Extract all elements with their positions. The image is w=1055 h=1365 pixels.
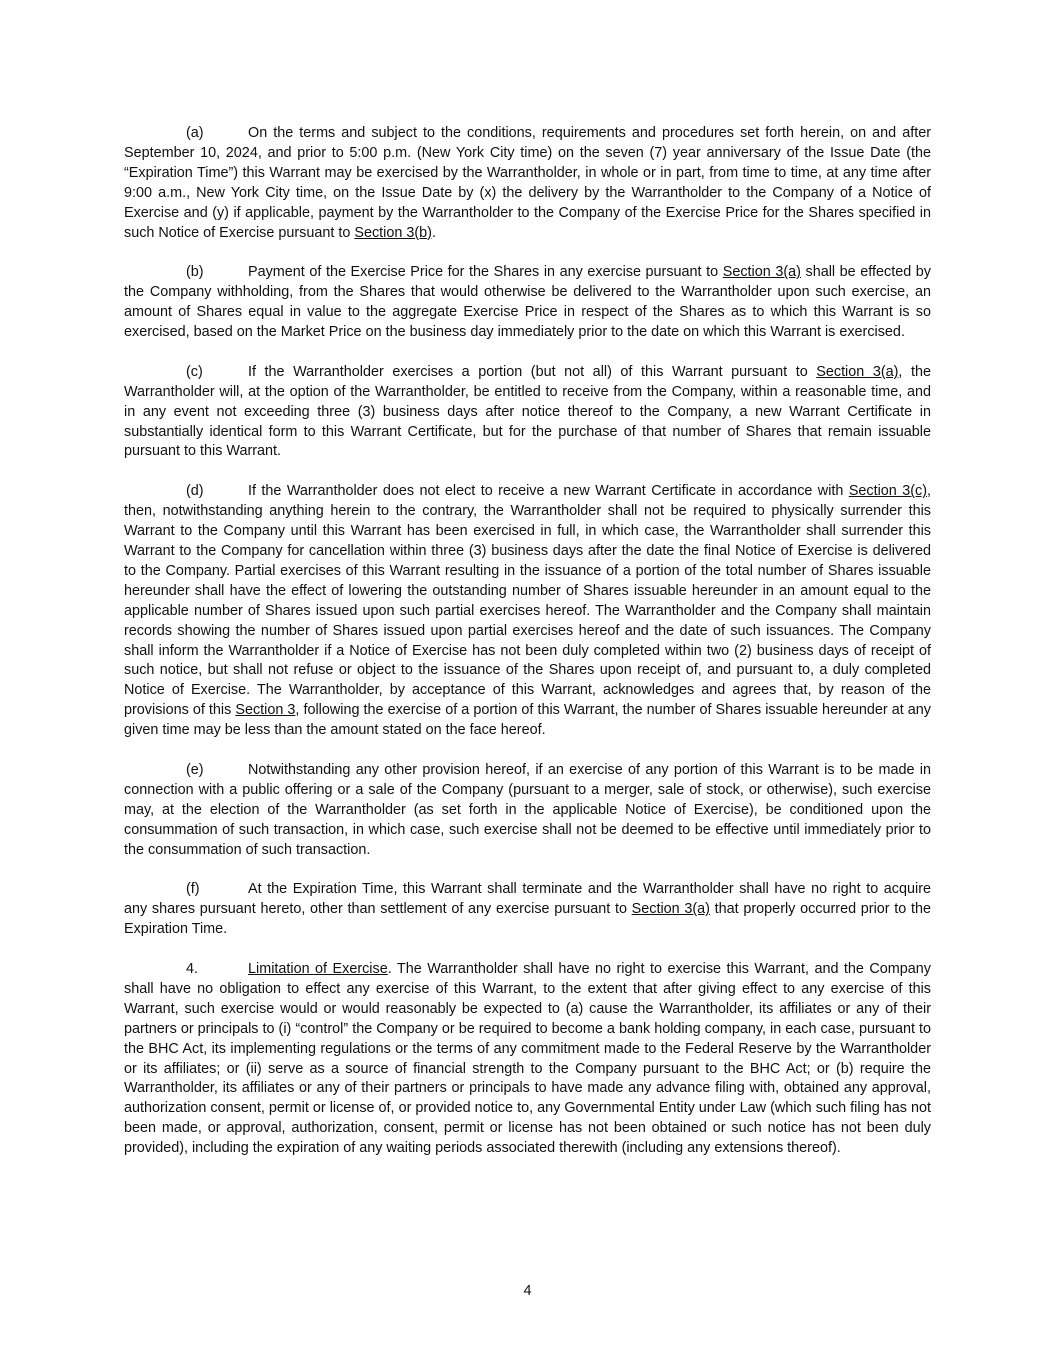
paragraph-text: , the Warrantholder will, at the option of the Warrantholder, be entitled to receive from the Company, within a reasonable time, and in any event not exceeding three (3) business days after notice thereof to the Company, a new Warrant Certificate in substantially identical form to this Warrant Certificate, but for the purchase of that number of Shares that remain issuable pursuant to this Warrant. [124,363,931,460]
section-4 [124,960,931,1159]
section-reference: Section 3(a) [631,901,710,918]
paragraph-text: On the terms and subject to the conditions, requirements and procedures set forth herein, on and after September 10, 2024, and prior to 5:00 p.m. (New York City time) on the seven (7) year anniversary of the Issue Date (the “Expiration Time”) this Warrant may be exercised by the Warrantholder, in whole or in part, from time to time, at any time after 9:00 a.m., New York City time, on the Issue Date by (x) the delivery by the Warrantholder to the Company of a Notice of Exercise and (y) if applicable, payment by the Warrantholder to the Company of the Exercise Price for the Shares specified in such Notice of Exercise pursuant to [124,125,931,241]
paragraph-text: If the Warrantholder does not elect to receive a new Warrant Certificate in accordance with [248,483,849,500]
paragraph-label: (c) [186,363,203,380]
document-page [124,124,931,1179]
paragraph-text: . The Warrantholder shall have no right to exercise this Warrant, and the Company shall have no obligation to effect any exercise of this Warrant, to the extent that after giving effect to any exercise of this Warrant, such exercise would or would reasonably be expected to (a) cause the Warrantholder, its affiliates or any of their partners or principals to (i) “control” the Company or be required to become a bank holding company, in each case, pursuant to the BHC Act, its implementing regulations or the terms of any commitment made to the Federal Reserve by the Warrantholder or its affiliates; or (ii) serve as a source of financial strength to the Company pursuant to the BHC Act; or (b) require the Warrantholder, its affiliates or any of their partners or principals to have made any advance filing with, obtained any approval, authorization consent, permit or license of, or provided notice to, any Governmental Entity under Law (which such filing has not been made, or approval, authorization, consent, permit or license has not been obtained or such notice has not been duly provided), including the expiration of any waiting periods associated therewith (including any extensions thereof). [124,960,931,1157]
paragraph-label: (a) [186,125,204,141]
section-reference: Section 3(c) [848,483,928,500]
paragraph-text: If the Warrantholder exercises a portion (but not all) of this Warrant pursuant to [248,363,817,380]
paragraph-text: Payment of the Exercise Price for the Shares in any exercise pursuant to [248,264,723,281]
section-reference: Section 3(b) [354,224,432,241]
paragraph-text: Notwithstanding any other provision hereof, if an exercise of any portion of this Warrant is to be made in connection with a public offering or a sale of the Company (pursuant to a merger, sale of stock, or otherwise), such exercise may, at the election of the Warrantholder (as set forth in the applicable Notice of Exercise), be conditioned upon the consummation of such transaction, in which case, such exercise shall not be deemed to be effective until immediately prior to the consummation of such transaction. [124,761,931,858]
page-number: 4 [523,1283,532,1299]
paragraph-text: that properly occurred prior to the Expiration Time. [124,901,931,938]
paragraph-3c [124,363,931,463]
paragraph-label: (e) [186,761,204,778]
paragraph-text: shall be effected by the Company withholding, from the Shares that would otherwise be delivered to the Warrantholder upon such exercise, an amount of Shares equal in value to the aggregate Exercise Price in respect of the Shares as to which this Warrant is so exercised, based on the Market Price on the business day immediately prior to the date on which this Warrant is exercised. [124,264,931,341]
paragraph-text: , following the exercise of a portion of this Warrant, the number of Shares issuable hereunder at any given time may be less than the amount stated on the face hereof. [124,702,931,739]
section-reference: Section 3 [235,702,296,719]
paragraph-text: At the Expiration Time, this Warrant shall terminate and the Warrantholder shall have no right to acquire any shares pursuant hereto, other than settlement of any exercise pursuant to [124,881,931,918]
paragraph-3f [124,880,931,940]
paragraph-label: (f) [186,881,200,898]
section-number: 4. [186,960,199,977]
paragraph-3d [124,482,931,741]
section-reference: Section 3(a) [722,264,801,281]
paragraph-label: (d) [186,483,204,500]
paragraph-label: (b) [186,264,204,281]
paragraph-3b [124,263,931,343]
paragraph-text: , then, notwithstanding anything herein to the contrary, the Warrantholder shall not be required to physically surrender this Warrant to the Company until this Warrant has been exercised in full, in which case, the Warrantholder shall surrender this Warrant to the Company for cancellation within three (3) business days after the date the final Notice of Exercise is delivered to the Company. Partial exercises of this Warrant resulting in the issuance of a portion of the total number of Shares issuable hereunder shall have the effect of lowering the outstanding number of Shares issuable hereunder in an amount equal to the applicable number of Shares issued upon such partial exercises hereof. The Warrantholder and the Company shall maintain records showing the number of Shares issued upon partial exercises hereof and the date of such issuances. The Company shall inform the Warrantholder if a Notice of Exercise has not been duly completed within two (2) business days of receipt of such notice, but shall not refuse or object to the issuance of the Shares upon receipt of, and pursuant to, a duly completed Notice of Exercise. The Warrantholder, by acceptance of this Warrant, acknowledges and agrees that, by reason of the provisions of this [124,483,932,719]
paragraph-3e [124,761,931,861]
paragraph-text: . [431,224,436,241]
section-reference: Section 3(a) [816,363,899,380]
section-heading: Limitation of Exercise [248,960,388,977]
paragraph-3a [124,124,931,243]
